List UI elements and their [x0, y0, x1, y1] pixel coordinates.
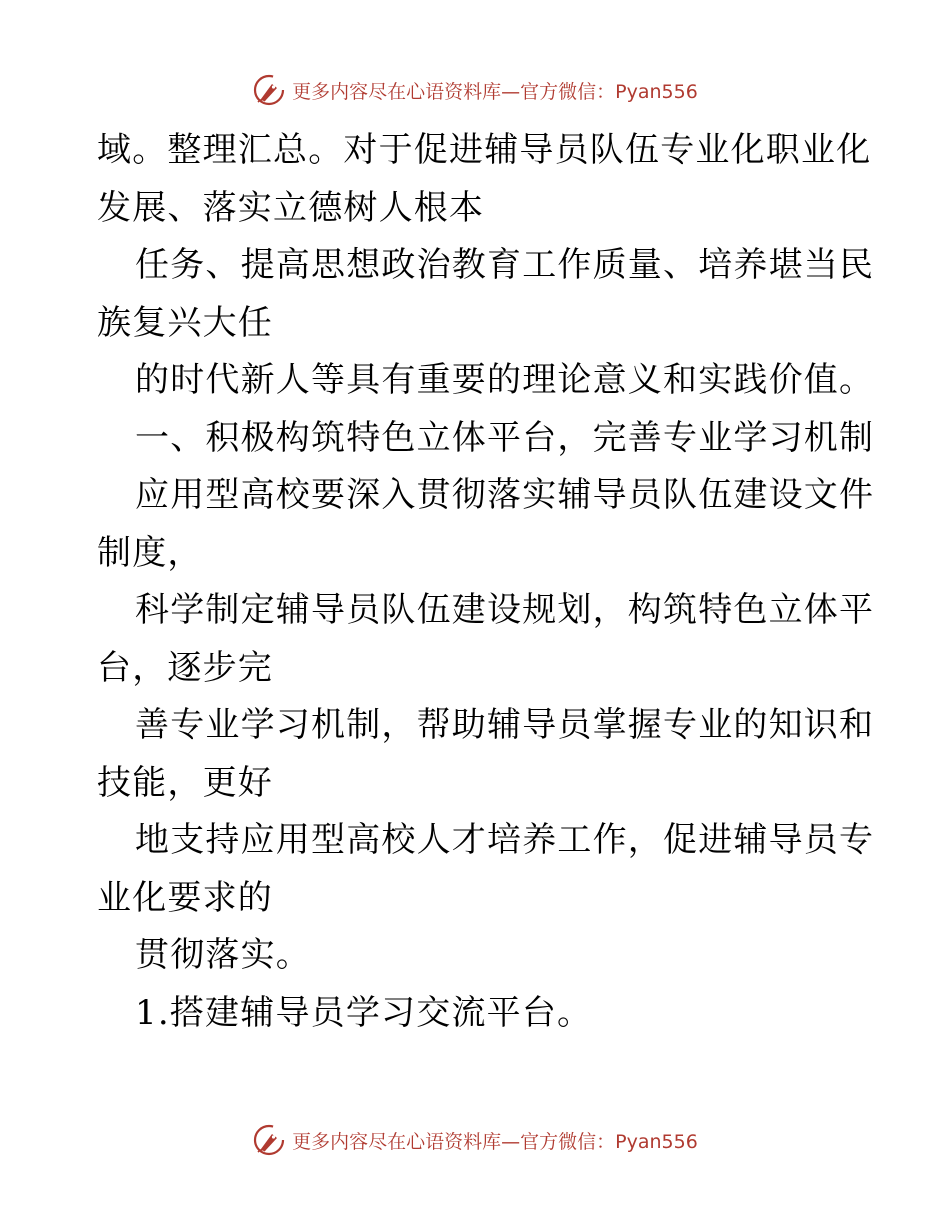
- document-body: [97, 122, 875, 1042]
- text-line: 贯彻落实。: [135, 935, 311, 975]
- text-line: 台，逐步完: [97, 647, 273, 688]
- text-line: 族复兴大任: [97, 302, 273, 343]
- text-line: 一、积极构筑特色立体平台，完善专业学习机制: [135, 417, 875, 458]
- text-line: 地支持应用型高校人才培养工作，促进辅导员专: [135, 820, 875, 860]
- text-line: 技能，更好: [97, 762, 273, 803]
- text-line: 科学制定辅导员队伍建设规划，构筑特色立体平: [135, 590, 875, 630]
- text-line: 1.搭建辅导员学习交流平台。: [135, 992, 593, 1033]
- header-banner-text: 更多内容尽在心语资料库—官方微信：Pyan556: [292, 80, 698, 103]
- text-line: 善专业学习机制，帮助辅导员掌握专业的知识和: [135, 705, 875, 745]
- text-line: 发展、落实立德树人根本: [97, 187, 485, 228]
- text-line: 域。整理汇总。对于促进辅导员队伍专业化职业化: [97, 130, 872, 170]
- footer-watermark-banner: [0, 1120, 950, 1160]
- footer-banner-text: 更多内容尽在心语资料库—官方微信：Pyan556: [292, 1130, 698, 1153]
- pen-nib-logo-icon: [252, 1123, 286, 1157]
- header-watermark-banner: [0, 70, 950, 110]
- text-line: 的时代新人等具有重要的理论意义和实践价值。: [135, 360, 875, 400]
- pen-nib-logo-icon: [252, 73, 286, 107]
- text-line: 业化要求的: [97, 877, 273, 918]
- text-line: 应用型高校要深入贯彻落实辅导员队伍建设文件: [135, 475, 875, 515]
- text-line: 任务、提高思想政治教育工作质量、培养堪当民: [135, 245, 875, 285]
- text-line: 制度，: [97, 532, 203, 573]
